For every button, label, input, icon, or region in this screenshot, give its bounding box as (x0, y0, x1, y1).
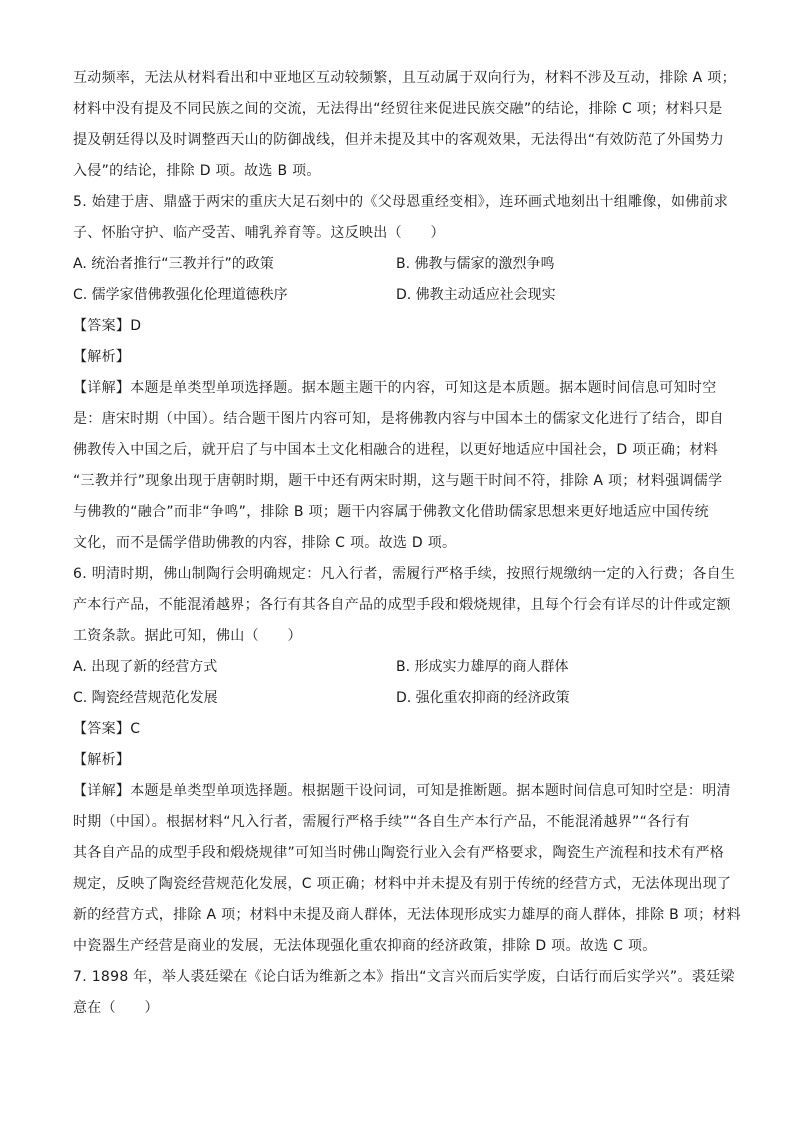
option-c: C. 儒学家借佛教强化伦理道德秩序 (73, 287, 288, 303)
option-c: C. 陶瓷经营规范化发展 (73, 690, 218, 706)
document-page (73, 63, 741, 1024)
text-line: 入侵”的结论，排除 D 项。故选 B 项。 (73, 163, 321, 179)
question-stem-line: 产本行产品，不能混淆越界；各行有其各自产品的成型手段和煅烧规律，且每个行会有详尽的计件或定额 (73, 597, 731, 613)
question-stem-line: 意在（ ） (73, 1000, 159, 1016)
detail-line: 规定，反映了陶瓷经营规范化发展，C 项正确；材料中并未提及有别于传统的经营方式，无法体现出现了 (73, 876, 732, 892)
text-line: 提及朝廷得以及时调整西天山的防御战线，但并未提及其中的客观效果，无法得出“有效防范了外国势力 (73, 132, 725, 148)
options-row (73, 249, 723, 280)
text-line: 互动频率，无法从材料看出和中亚地区互动较频繁，且互动属于双向行为，材料不涉及互动，排除 A 项； (73, 70, 736, 86)
detail-line: 中瓷器生产经营是商业的发展，无法体现强化重农抑商的经济政策，排除 D 项。故选 C 项。 (73, 938, 657, 954)
detail-line: 文化，而不是儒学借助佛教的内容，排除 C 项。故选 D 项。 (73, 535, 457, 551)
detail-line: 与佛教的“融合”而非“争鸣”，排除 B 项；题干内容属于佛教文化借助儒家思想来更好地适应中国传统 (73, 504, 709, 520)
q4-analysis-tail (73, 63, 736, 187)
question-5 (73, 187, 729, 559)
analysis-label: 【解析】 (73, 349, 131, 365)
detail-line: 【详解】本题是单类型单项选择题。据本题主题干的内容，可知这是本质题。据本题时间信息可知时空 (73, 380, 717, 396)
detail-line: 时期（中国）。根据材料“凡入行者，需履行严格手续”“各自生产本行产品，不能混淆越界”“各行有 (73, 814, 691, 830)
option-a: A. 统治者推行“三教并行”的政策 (73, 256, 274, 272)
detail-line: 是：唐宋时期（中国）。结合题干图片内容可知，是将佛教内容与中国本土的儒家文化进行了结合，即自 (73, 411, 724, 427)
question-stem-line: 6. 明清时期，佛山制陶行会明确规定：凡入行者，需履行严格手续，按照行规缴纳一定的入行费；各自生 (73, 566, 736, 582)
answer-label: 【答案】C (73, 721, 141, 737)
option-d: D. 强化重农抑商的经济政策 (396, 690, 570, 706)
option-d: D. 佛教主动适应社会现实 (396, 287, 556, 303)
answer-label: 【答案】D (73, 318, 142, 334)
options-row (73, 683, 723, 714)
detail-line: 新的经营方式，排除 A 项；材料中未提及商人群体，无法体现形成实力雄厚的商人群体，排除 B 项；材料 (73, 907, 741, 923)
options-row (73, 652, 723, 683)
text-line: 材料中没有提及不同民族之间的交流，无法得出“经贸往来促进民族交融”的结论，排除 C 项；材料只是 (73, 101, 723, 117)
options-row (73, 280, 723, 311)
question-stem-line: 5. 始建于唐、鼎盛于两宋的重庆大足石刻中的《父母恩重经变相》，连环画式地刻出十组雕像，如佛前求 (73, 194, 729, 210)
option-a: A. 出现了新的经营方式 (73, 659, 218, 675)
question-stem-line: 工资条款。据此可知，佛山（ ） (73, 628, 302, 644)
detail-line: 其各自产品的成型手段和煅烧规律”可知当时佛山陶瓷行业入会有严格要求，陶瓷生产流程和技术有严格 (73, 845, 725, 861)
question-stem-line: 子、怀胎守护、临产受苦、哺乳养育等。这反映出（ ） (73, 225, 445, 241)
detail-line: “三教并行”现象出现于唐朝时期，题干中还有两宋时期，这与题干时间不符，排除 A 项；材料强调儒学 (73, 473, 723, 489)
analysis-label: 【解析】 (73, 752, 131, 768)
question-7 (73, 962, 735, 1024)
detail-line: 【详解】本题是单类型单项选择题。根据题干设问词，可知是推断题。据本题时间信息可知时空是：明清 (73, 783, 731, 799)
question-stem-line: 7. 1898 年，举人裘廷梁在《论白话为维新之本》指出“文言兴而后实学废，白话行而后实学兴”。裘廷梁 (73, 969, 735, 985)
option-b: B. 佛教与儒家的激烈争鸣 (396, 256, 555, 272)
question-6 (73, 559, 741, 962)
option-b: B. 形成实力雄厚的商人群体 (396, 659, 569, 675)
detail-line: 佛教传入中国之后，就开启了与中国本土文化相融合的进程，以更好地适应中国社会，D 项正确；材料 (73, 442, 719, 458)
